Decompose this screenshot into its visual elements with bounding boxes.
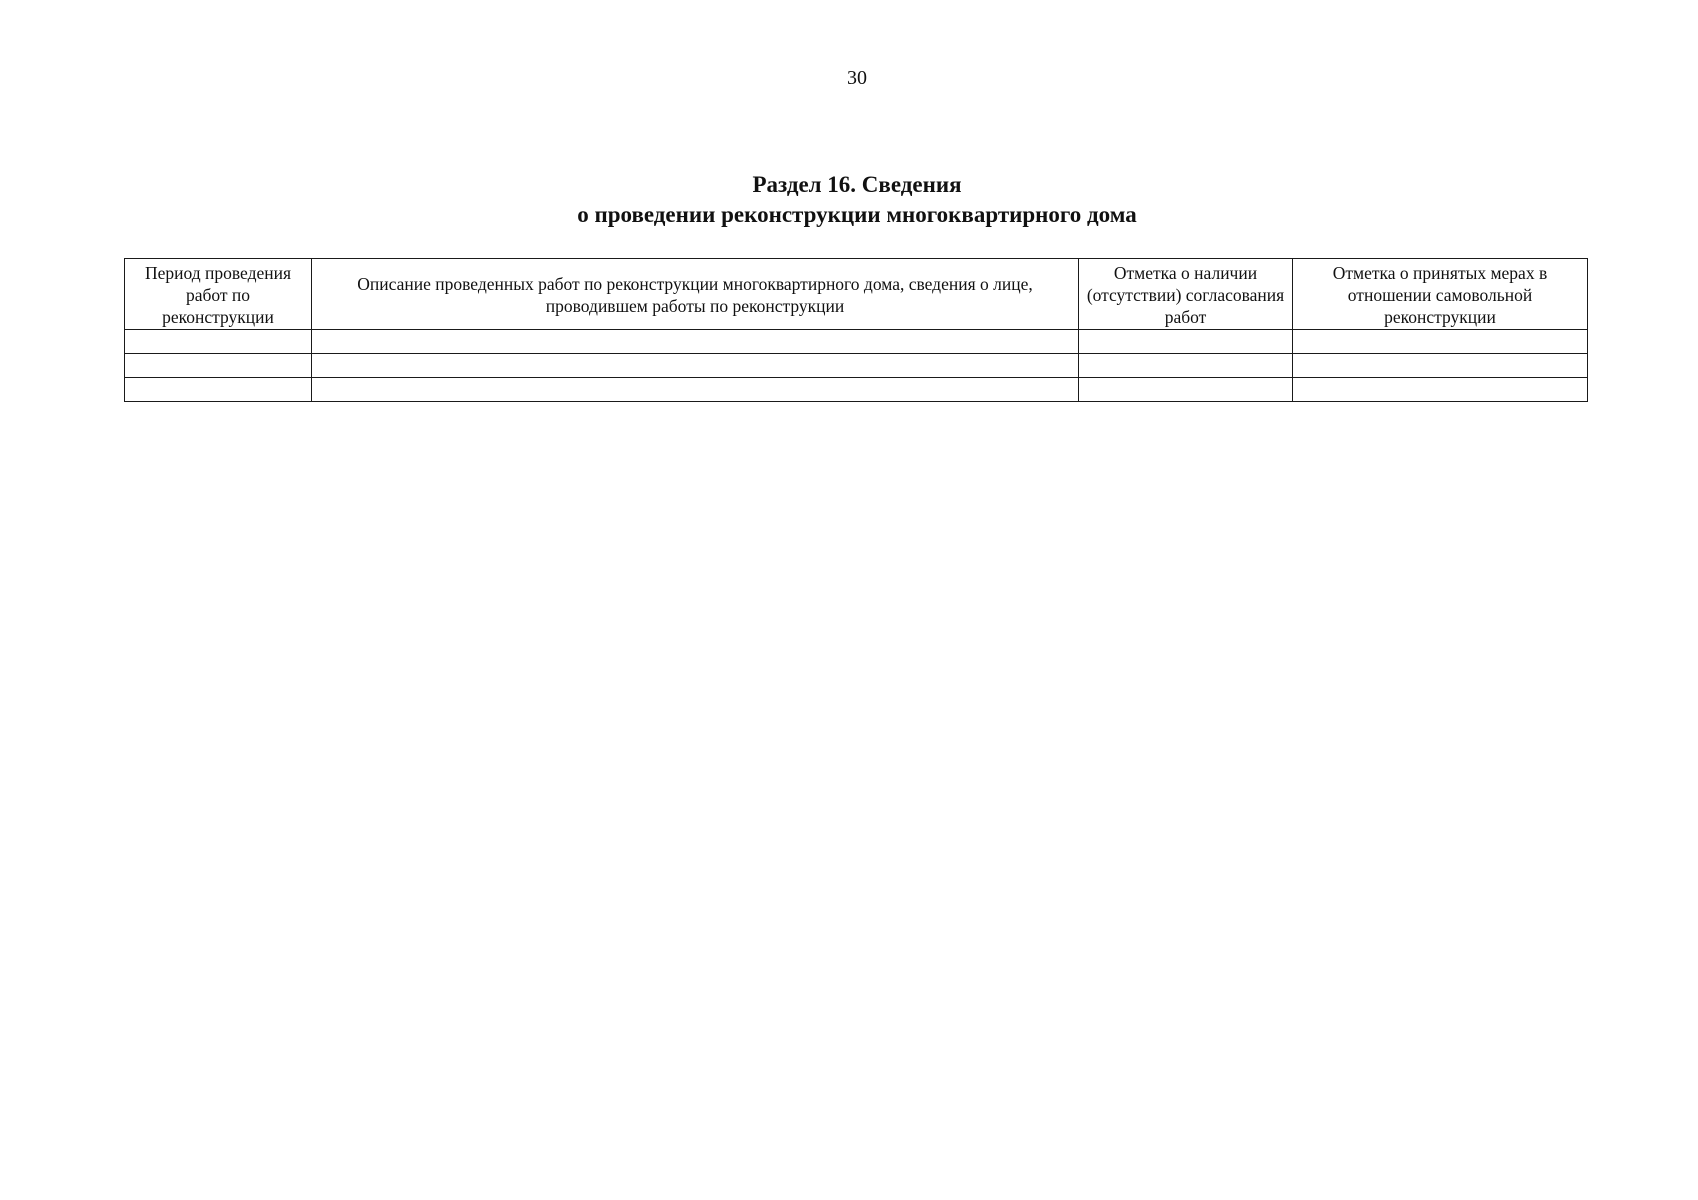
section-heading [0,170,1698,230]
table-row [125,330,1588,354]
table-cell [1293,378,1588,402]
section-title: Раздел 16. Сведения [752,172,962,197]
table-cell [1079,378,1293,402]
column-header-approval: Отметка о наличии (отсутствии) согласования работ [1079,259,1293,330]
table-cell [312,378,1079,402]
table-row [125,354,1588,378]
table-row [125,378,1588,402]
section-subtitle: о проведении реконструкции многоквартирного дома [577,202,1137,227]
table-cell [1293,330,1588,354]
table-cell [1293,354,1588,378]
column-header-description: Описание проведенных работ по реконструкции многоквартирного дома, сведения о лице, проводившем работы по реконструкции [312,259,1079,330]
table-cell [1079,354,1293,378]
table-cell [125,330,312,354]
table-cell [312,354,1079,378]
table-cell [125,354,312,378]
table-cell [312,330,1079,354]
table-cell [1079,330,1293,354]
table-header-row [125,259,1588,330]
column-header-period: Период проведения работ по реконструкции [125,259,312,330]
column-header-measures: Отметка о принятых мерах в отношении самовольной реконструкции [1293,259,1588,330]
table-cell [125,378,312,402]
reconstruction-table [124,258,1588,402]
page-number: 30 [847,67,867,89]
